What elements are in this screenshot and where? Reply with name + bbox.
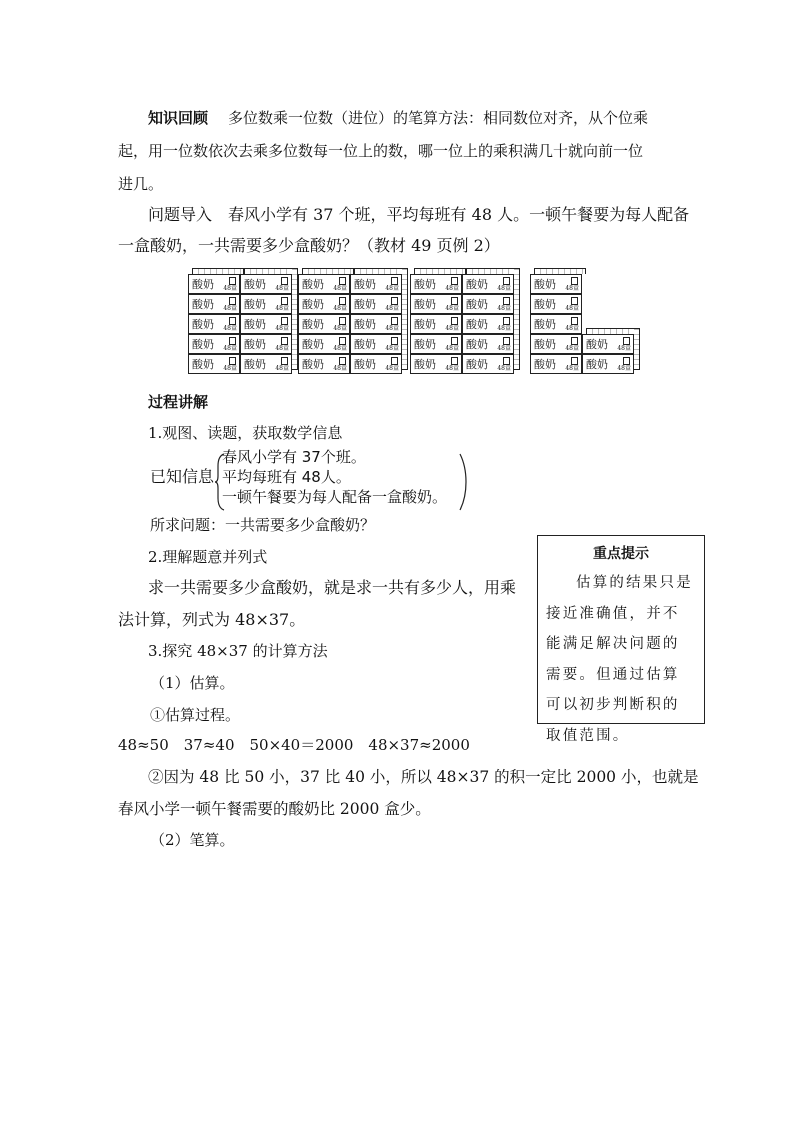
stack-side-edge	[514, 268, 520, 370]
yogurt-box	[298, 314, 350, 334]
yogurt-box	[188, 334, 240, 354]
tip-body: 估算的结果只是接近准确值，并不能满足解决问题的需要。但通过估算可以初步判断积的取值范围。	[546, 575, 693, 744]
step-2-line-1: 求一共需要多少盒酸奶，就是求一共有多少人，用乘	[148, 578, 517, 597]
box-count: 48盒	[333, 325, 347, 332]
cup-icon	[339, 357, 346, 365]
estimate-formula: 48≈50 37≈40 50×40＝2000 48×37≈2000	[118, 736, 470, 754]
cup-icon	[623, 337, 630, 345]
box-label: 酸奶	[354, 278, 376, 291]
stack-top-edge	[534, 268, 586, 274]
step-1-heading	[148, 423, 342, 443]
intro-line-1	[148, 205, 689, 225]
stack-top-edge	[586, 328, 638, 334]
box-count: 48盒	[275, 305, 289, 312]
box-label: 酸奶	[192, 278, 214, 291]
stack-top-edge	[414, 268, 466, 274]
box-count: 48盒	[445, 325, 459, 332]
yogurt-box	[298, 354, 350, 374]
review-text-1: 多位数乘一位数（进位）的笔算方法：相同数位对齐，从个位乘	[228, 109, 649, 127]
box-label: 酸奶	[466, 298, 488, 311]
box-count: 48盒	[223, 325, 237, 332]
stack-top-edge	[466, 268, 518, 274]
yogurt-box	[350, 354, 402, 374]
cup-icon	[503, 297, 510, 305]
box-label: 酸奶	[466, 358, 488, 371]
yogurt-box	[410, 274, 462, 294]
box-label: 酸奶	[244, 298, 266, 311]
yogurt-box	[240, 294, 292, 314]
box-count: 48盒	[385, 325, 399, 332]
cup-icon	[339, 277, 346, 285]
box-label: 酸奶	[414, 298, 436, 311]
yogurt-box	[410, 334, 462, 354]
box-label: 酸奶	[414, 338, 436, 351]
cup-icon	[571, 357, 578, 365]
yogurt-box	[530, 354, 582, 374]
box-count: 48盒	[333, 285, 347, 292]
cup-icon	[229, 277, 236, 285]
cup-icon	[451, 357, 458, 365]
box-label: 酸奶	[586, 338, 608, 351]
box-count: 48盒	[333, 365, 347, 372]
yogurt-box	[240, 354, 292, 374]
box-count: 48盒	[223, 345, 237, 352]
cup-icon	[451, 317, 458, 325]
step-3-heading: 3.探究 48×37 的计算方法	[148, 642, 328, 660]
box-label: 酸奶	[534, 338, 556, 351]
box-label: 酸奶	[414, 358, 436, 371]
box-label: 酸奶	[192, 358, 214, 371]
known-item-2: 平均每班有 48人。	[222, 468, 351, 486]
yogurt-box	[350, 294, 402, 314]
yogurt-box	[298, 334, 350, 354]
box-label: 酸奶	[354, 358, 376, 371]
yogurt-box	[350, 274, 402, 294]
box-label: 酸奶	[302, 318, 324, 331]
box-label: 酸奶	[586, 358, 608, 371]
box-label: 酸奶	[466, 278, 488, 291]
box-label: 酸奶	[466, 338, 488, 351]
box-count: 48盒	[275, 345, 289, 352]
review-line-3: 进几。	[118, 175, 164, 193]
box-count: 48盒	[445, 305, 459, 312]
intro-text-1: 春风小学有 37 个班，平均每班有 48 人。一顿午餐要为每人配备	[228, 205, 690, 224]
stack-top-edge	[192, 268, 244, 274]
tip-title: 重点提示	[593, 546, 649, 562]
box-label: 酸奶	[534, 358, 556, 371]
box-label: 酸奶	[302, 278, 324, 291]
box-count: 48盒	[385, 305, 399, 312]
box-count: 48盒	[333, 345, 347, 352]
box-count: 48盒	[497, 365, 511, 372]
yogurt-box	[462, 274, 514, 294]
intro-heading: 问题导入	[148, 205, 213, 224]
cup-icon	[339, 337, 346, 345]
box-label: 酸奶	[244, 358, 266, 371]
yogurt-box	[462, 354, 514, 374]
cup-icon	[503, 337, 510, 345]
box-label: 酸奶	[192, 298, 214, 311]
cup-icon	[281, 337, 288, 345]
review-line-1	[148, 108, 648, 128]
cup-icon	[623, 357, 630, 365]
cup-icon	[571, 317, 578, 325]
cup-icon	[571, 297, 578, 305]
known-label: 已知信息	[150, 467, 215, 486]
yogurt-box	[188, 354, 240, 374]
box-count: 48盒	[565, 285, 579, 292]
box-count: 48盒	[497, 325, 511, 332]
estimate-reason-line-2: 春风小学一顿午餐需要的酸奶比 2000 盒少。	[118, 800, 431, 818]
estimate-heading: （1）估算。	[150, 674, 235, 692]
yogurt-box	[410, 354, 462, 374]
box-label: 酸奶	[244, 318, 266, 331]
stack-side-edge	[402, 268, 408, 370]
yogurt-box	[462, 314, 514, 334]
box-count: 48盒	[617, 345, 631, 352]
box-label: 酸奶	[302, 298, 324, 311]
cup-icon	[281, 297, 288, 305]
yogurt-box	[582, 354, 634, 374]
box-count: 48盒	[445, 345, 459, 352]
cup-icon	[503, 317, 510, 325]
box-count: 48盒	[223, 305, 237, 312]
intro-line-2: 一盒酸奶，一共需要多少盒酸奶？（教材 49 页例 2）	[118, 236, 500, 255]
yogurt-box	[298, 274, 350, 294]
box-count: 48盒	[565, 365, 579, 372]
stack-top-edge	[354, 268, 406, 274]
box-label: 酸奶	[192, 338, 214, 351]
box-count: 48盒	[497, 305, 511, 312]
step-2-heading: 2.理解题意并列式	[148, 548, 268, 566]
known-item-3: 一顿午餐要为每人配备一盒酸奶。	[222, 488, 448, 506]
yogurt-box	[350, 334, 402, 354]
box-count: 48盒	[275, 365, 289, 372]
cup-icon	[451, 277, 458, 285]
box-count: 48盒	[223, 365, 237, 372]
yogurt-box	[350, 314, 402, 334]
box-count: 48盒	[445, 365, 459, 372]
yogurt-box	[530, 274, 582, 294]
box-label: 酸奶	[302, 338, 324, 351]
cup-icon	[503, 277, 510, 285]
box-count: 48盒	[275, 325, 289, 332]
yogurt-box	[410, 294, 462, 314]
box-count: 48盒	[223, 285, 237, 292]
box-label: 酸奶	[466, 318, 488, 331]
written-heading: （2）笔算。	[150, 831, 235, 849]
step-1-text: 1.观图、读题，获取数学信息	[148, 424, 343, 442]
cup-icon	[571, 277, 578, 285]
box-label: 酸奶	[414, 278, 436, 291]
box-count: 48盒	[275, 285, 289, 292]
box-label: 酸奶	[534, 278, 556, 291]
yogurt-box	[240, 274, 292, 294]
cup-icon	[571, 337, 578, 345]
box-count: 48盒	[385, 345, 399, 352]
cup-icon	[339, 297, 346, 305]
yogurt-box	[188, 314, 240, 334]
box-label: 酸奶	[302, 358, 324, 371]
yogurt-box	[240, 334, 292, 354]
stack-top-edge	[244, 268, 296, 274]
yogurt-box	[240, 314, 292, 334]
box-count: 48盒	[565, 325, 579, 332]
box-count: 48盒	[385, 365, 399, 372]
box-count: 48盒	[385, 285, 399, 292]
box-label: 酸奶	[244, 338, 266, 351]
cup-icon	[391, 297, 398, 305]
yogurt-box	[298, 294, 350, 314]
review-line-2: 起，用一位数依次去乘多位数每一位上的数，哪一位上的乘积满几十就向前一位	[118, 142, 644, 160]
cup-icon	[281, 277, 288, 285]
yogurt-box	[462, 294, 514, 314]
yogurt-box	[410, 314, 462, 334]
yogurt-boxes-illustration	[184, 266, 640, 382]
cup-icon	[391, 357, 398, 365]
estimate-process: ①估算过程。	[150, 706, 241, 724]
box-count: 48盒	[565, 345, 579, 352]
key-tip-box	[537, 535, 705, 744]
right-bracket-icon	[458, 452, 470, 512]
yogurt-box	[188, 294, 240, 314]
cup-icon	[451, 297, 458, 305]
cup-icon	[391, 317, 398, 325]
box-count: 48盒	[497, 285, 511, 292]
cup-icon	[391, 277, 398, 285]
box-label: 酸奶	[534, 298, 556, 311]
yogurt-box	[530, 334, 582, 354]
question-text: 所求问题：一共需要多少盒酸奶？	[150, 516, 376, 534]
yogurt-box	[188, 274, 240, 294]
cup-icon	[339, 317, 346, 325]
box-label: 酸奶	[534, 318, 556, 331]
box-count: 48盒	[333, 305, 347, 312]
step-2-line-2: 法计算，列式为 48×37。	[118, 610, 306, 629]
cup-icon	[229, 317, 236, 325]
cup-icon	[451, 337, 458, 345]
review-heading: 知识回顾	[148, 109, 209, 127]
stack-side-edge	[634, 328, 640, 370]
box-label: 酸奶	[354, 298, 376, 311]
cup-icon	[229, 337, 236, 345]
box-label: 酸奶	[192, 318, 214, 331]
estimate-reason-line-1: ②因为 48 比 50 小，37 比 40 小，所以 48×37 的积一定比 2000 小，也就是	[148, 768, 699, 786]
stack-top-edge	[302, 268, 354, 274]
box-count: 48盒	[565, 305, 579, 312]
known-item-1: 春风小学有 37个班。	[222, 448, 366, 466]
box-label: 酸奶	[414, 318, 436, 331]
box-count: 48盒	[617, 365, 631, 372]
cup-icon	[229, 357, 236, 365]
box-label: 酸奶	[354, 338, 376, 351]
yogurt-box	[530, 314, 582, 334]
cup-icon	[281, 317, 288, 325]
box-count: 48盒	[497, 345, 511, 352]
cup-icon	[391, 337, 398, 345]
cup-icon	[229, 297, 236, 305]
yogurt-box	[462, 334, 514, 354]
yogurt-box	[582, 334, 634, 354]
yogurt-box	[530, 294, 582, 314]
box-count: 48盒	[445, 285, 459, 292]
box-label: 酸奶	[354, 318, 376, 331]
cup-icon	[503, 357, 510, 365]
process-heading: 过程讲解	[148, 393, 209, 411]
cup-icon	[281, 357, 288, 365]
box-label: 酸奶	[244, 278, 266, 291]
